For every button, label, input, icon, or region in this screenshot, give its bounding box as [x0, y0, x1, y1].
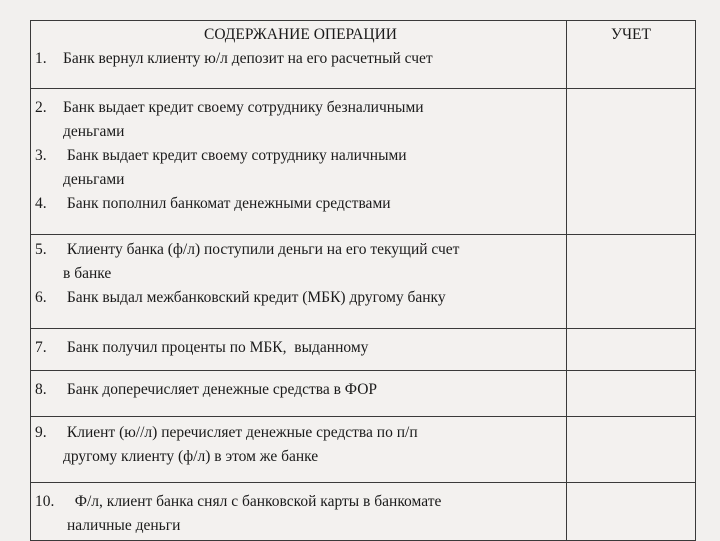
list-item	[35, 378, 566, 402]
table-row	[31, 329, 696, 371]
table-row	[31, 483, 696, 541]
list-item	[35, 490, 566, 538]
accounting-cell	[567, 417, 696, 483]
list-item	[35, 47, 566, 71]
operations-table	[30, 20, 696, 541]
item-text: Банк выдал межбанковский кредит (МБК) другому банку	[63, 289, 446, 306]
item-number: 9.	[35, 424, 47, 441]
item-text: Банк выдает кредит своему сотруднику наличными деньгами	[63, 147, 407, 188]
item-number: 4.	[35, 195, 47, 212]
item-number: 10.	[35, 493, 55, 510]
item-number: 8.	[35, 381, 47, 398]
item-text: Ф/л, клиент банка снял с банковской карты в банкомате наличные деньги	[67, 493, 442, 534]
list-item	[35, 144, 566, 192]
item-text: Банк доперечисляет денежные средства в ФОР	[63, 381, 378, 398]
list-item	[35, 336, 566, 360]
operation-cell	[31, 483, 567, 541]
item-text: Клиенту банка (ф/л) поступили деньги на его текущий счет в банке	[63, 241, 460, 282]
operation-cell	[31, 417, 567, 483]
item-number: 5.	[35, 241, 47, 258]
item-number: 1.	[35, 50, 47, 67]
column-header-operation: СОДЕРЖАНИЕ ОПЕРАЦИИ	[204, 26, 397, 43]
operation-cell	[31, 235, 567, 329]
table-row	[31, 89, 696, 235]
item-text: Банк пополнил банкомат денежными средствами	[63, 195, 391, 212]
operation-cell	[31, 21, 567, 89]
operation-cell	[31, 371, 567, 417]
list-item	[35, 96, 566, 144]
list-item	[35, 421, 566, 469]
accounting-cell	[567, 329, 696, 371]
list-item	[35, 192, 566, 216]
item-text: Клиент (ю//л) перечисляет денежные средства по п/п другому клиенту (ф/л) в этом же банке	[63, 424, 418, 465]
item-number: 6.	[35, 289, 47, 306]
accounting-cell	[567, 483, 696, 541]
table-row	[31, 21, 696, 89]
list-item	[35, 286, 566, 310]
accounting-cell	[567, 371, 696, 417]
list-item	[35, 238, 566, 286]
operation-cell	[31, 329, 567, 371]
item-text: Банк получил проценты по МБК, выданному	[63, 339, 369, 356]
table-row	[31, 235, 696, 329]
item-number: 7.	[35, 339, 47, 356]
item-text: Банк выдает кредит своему сотруднику безналичными деньгами	[63, 99, 424, 140]
table-row	[31, 417, 696, 483]
item-number: 3.	[35, 147, 47, 164]
accounting-cell	[567, 89, 696, 235]
accounting-cell	[567, 21, 696, 89]
item-text: Банк вернул клиенту ю/л депозит на его расчетный счет	[63, 50, 433, 67]
operation-cell	[31, 89, 567, 235]
item-number: 2.	[35, 99, 47, 116]
accounting-cell	[567, 235, 696, 329]
table-row	[31, 371, 696, 417]
column-header-accounting: УЧЕТ	[611, 26, 651, 43]
